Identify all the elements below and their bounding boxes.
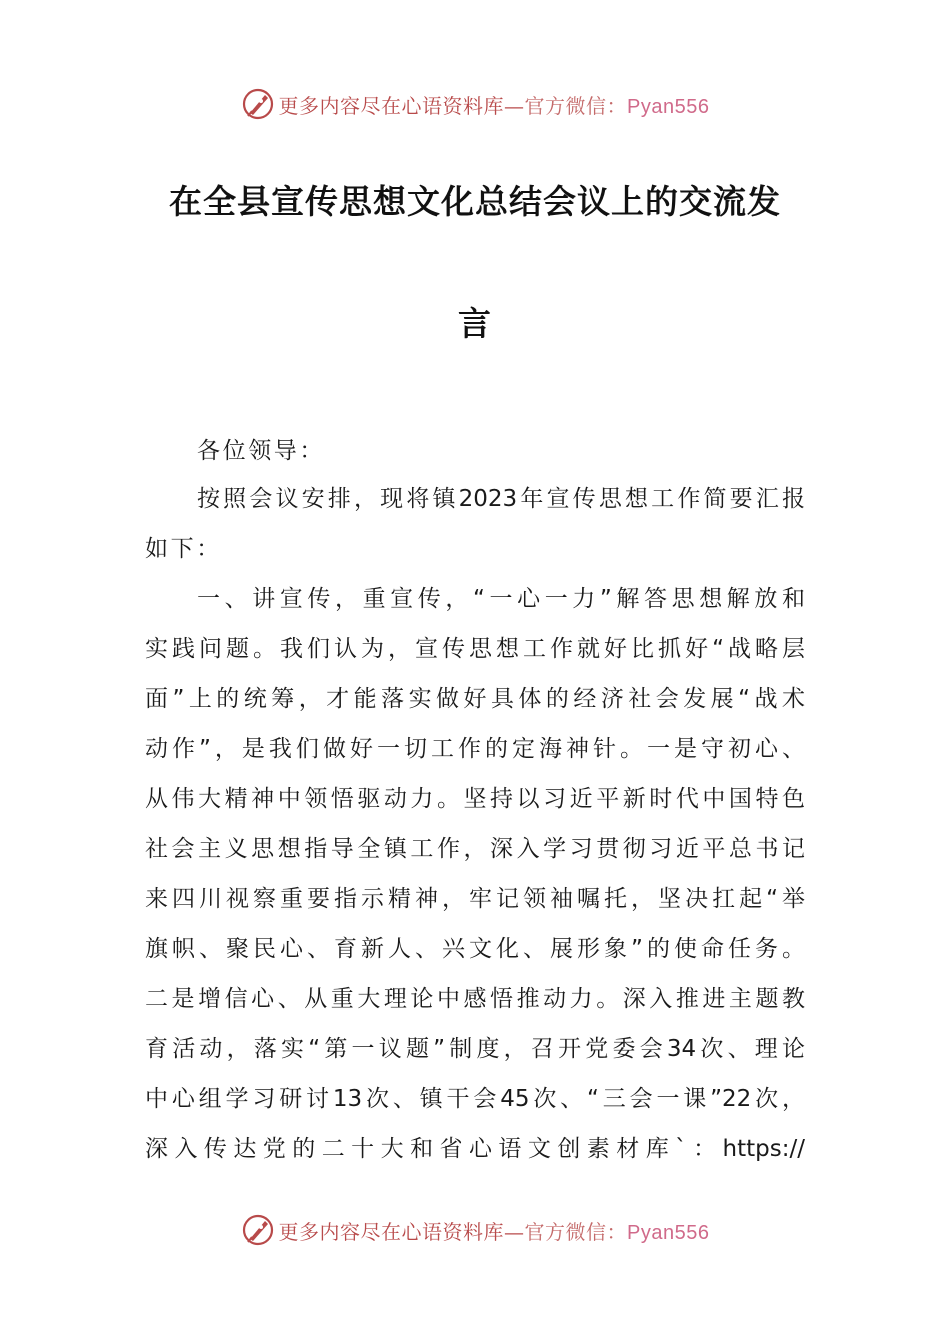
quill-pen-logo-icon: [241, 87, 275, 121]
body-line: 实践问题。我们认为，宣传思想工作就好比抓好“战略层: [145, 636, 805, 662]
body-line: 社会主义思想指导全镇工作，深入学习贯彻习近平总书记: [145, 836, 805, 862]
body-line: 旗帜、聚民心、育新人、兴文化、展形象”的使命任务。: [145, 936, 805, 962]
body-line: 育活动，落实“第一议题”制度，召开党委会34次、理论: [145, 1036, 805, 1062]
body-line: 中心组学习研讨13次、镇干会45次、“三会一课”22次，: [145, 1086, 805, 1112]
body-line: 深入传达党的二十大和省心语文创素材库`：https://: [145, 1136, 805, 1162]
body-line: 动作”，是我们做好一切工作的定海神针。一是守初心、: [145, 736, 805, 762]
document-title-line-1: 在全县宣传思想文化总结会议上的交流发: [169, 182, 781, 221]
body-line: 按照会议安排，现将镇2023年宣传思想工作简要汇报: [197, 486, 805, 512]
salutation: 各位领导：: [197, 438, 325, 464]
watermark-text: 更多内容尽在心语资料库—官方微信：Pyan556: [278, 1219, 710, 1244]
body-line: 如下：: [145, 536, 222, 562]
body-line: 二是增信心、从重大理论中感悟推动力。深入推进主题教: [145, 986, 805, 1012]
body-line: 一、讲宣传，重宣传，“一心一力”解答思想解放和: [197, 586, 805, 612]
body-line: 从伟大精神中领悟驱动力。坚持以习近平新时代中国特色: [145, 786, 805, 812]
quill-pen-logo-icon: [241, 1213, 275, 1247]
watermark-text: 更多内容尽在心语资料库—官方微信：Pyan556: [278, 93, 710, 118]
footer-watermark-banner: [0, 1210, 950, 1250]
body-line: 面”上的统筹，才能落实做好具体的经济社会发展“战术: [145, 686, 805, 712]
body-line: 来四川视察重要指示精神，牢记领袖嘱托，坚决扛起“举: [145, 886, 805, 912]
header-watermark-banner: [0, 84, 950, 124]
document-title-line-2: 言: [458, 304, 492, 343]
